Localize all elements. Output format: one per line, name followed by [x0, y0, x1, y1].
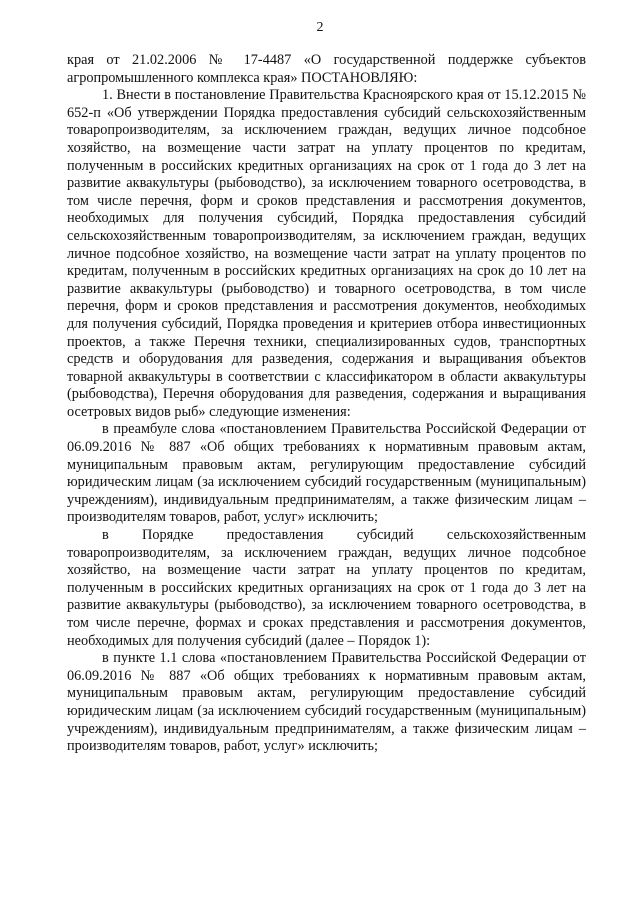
- paragraph-procedure-1: в Порядке предоставления субсидий сельскохозяйственным товаропроизводителям, за исключением граждан, ведущих личное подсобное хозяйство, на возмещение части затрат на уплату процентов по кредитам, полученным в российских кредитных организациях на срок от 1 года до 3 лет на развитие аквакультуры (рыбоводство), за исключением товарного осетроводства, в том числе перечне, формах и сроках представления и рассмотрения документов, необходимых для получения субсидий (далее – Порядок 1):: [67, 527, 586, 649]
- paragraph-preamble-end: края от 21.02.2006 № 17-4487 «О государственной поддержке субъектов агропромышленного комплекса края» ПОСТАНОВЛЯЮ:: [67, 52, 586, 86]
- paragraph-item-1: 1. Внести в постановление Правительства Красноярского края от 15.12.2015 № 652-п «Об утверждении Порядка предоставления субсидий сельскохозяйственным товаропроизводителям, за исключением граждан, ведущих личное подсобное хозяйство, на возмещение части затрат на уплату процентов по кредитам, полученным в российских кредитных организациях на срок от 1 года до 3 лет на развитие аквакультуры (рыбоводство), за исключением товарного осетроводства, в том числе перечня, форм и сроков представления и рассмотрения документов, необходимых для получения субсидий, Порядка предоставления субсидий сельскохозяйственным товаропроизводителям, за исключением граждан, ведущих личное подсобное хозяйство, на возмещение части затрат на уплату процентов по кредитам, полученным в российских кредитных организациях на срок до 10 лет на развитие аквакультуры (рыбоводство) и товарного осетроводства, в том числе перечня, форм и сроков представления и рассмотрения документов, необходимых для получения субсидий, Порядка проведения и критериев отбора инвестиционных проектов, а также Перечня техники, специализированных судов, транспортных средств и оборудования для разведения, содержания и выращивания объектов товарной аквакультуры в соответствии с классификатором в области аквакультуры (рыбоводства), Перечня оборудования для разведения, содержания и выращивания осетровых видов рыб» следующие изменения:: [67, 87, 586, 420]
- document-body: [67, 52, 586, 756]
- paragraph-clause-1-1: в пункте 1.1 слова «постановлением Правительства Российской Федерации от 06.09.2016 № 887 «Об общих требованиях к нормативным правовым актам, муниципальным правовым актам, регулирующим предоставление субсидий юридическим лицам (за исключением субсидий государственным (муниципальным) учреждениям), индивидуальным предпринимателям, а также физическим лицам – производителям товаров, работ, услуг» исключить;: [67, 650, 586, 755]
- paragraph-preamble-change: в преамбуле слова «постановлением Правительства Российской Федерации от 06.09.2016 № 887 «Об общих требованиях к нормативным правовым актам, муниципальным правовым актам, регулирующим предоставление субсидий юридическим лицам (за исключением субсидий государственным (муниципальным) учреждениям), индивидуальным предпринимателям, а также физическим лицам – производителям товаров, работ, услуг» исключить;: [67, 421, 586, 526]
- page-number: 2: [316, 20, 324, 35]
